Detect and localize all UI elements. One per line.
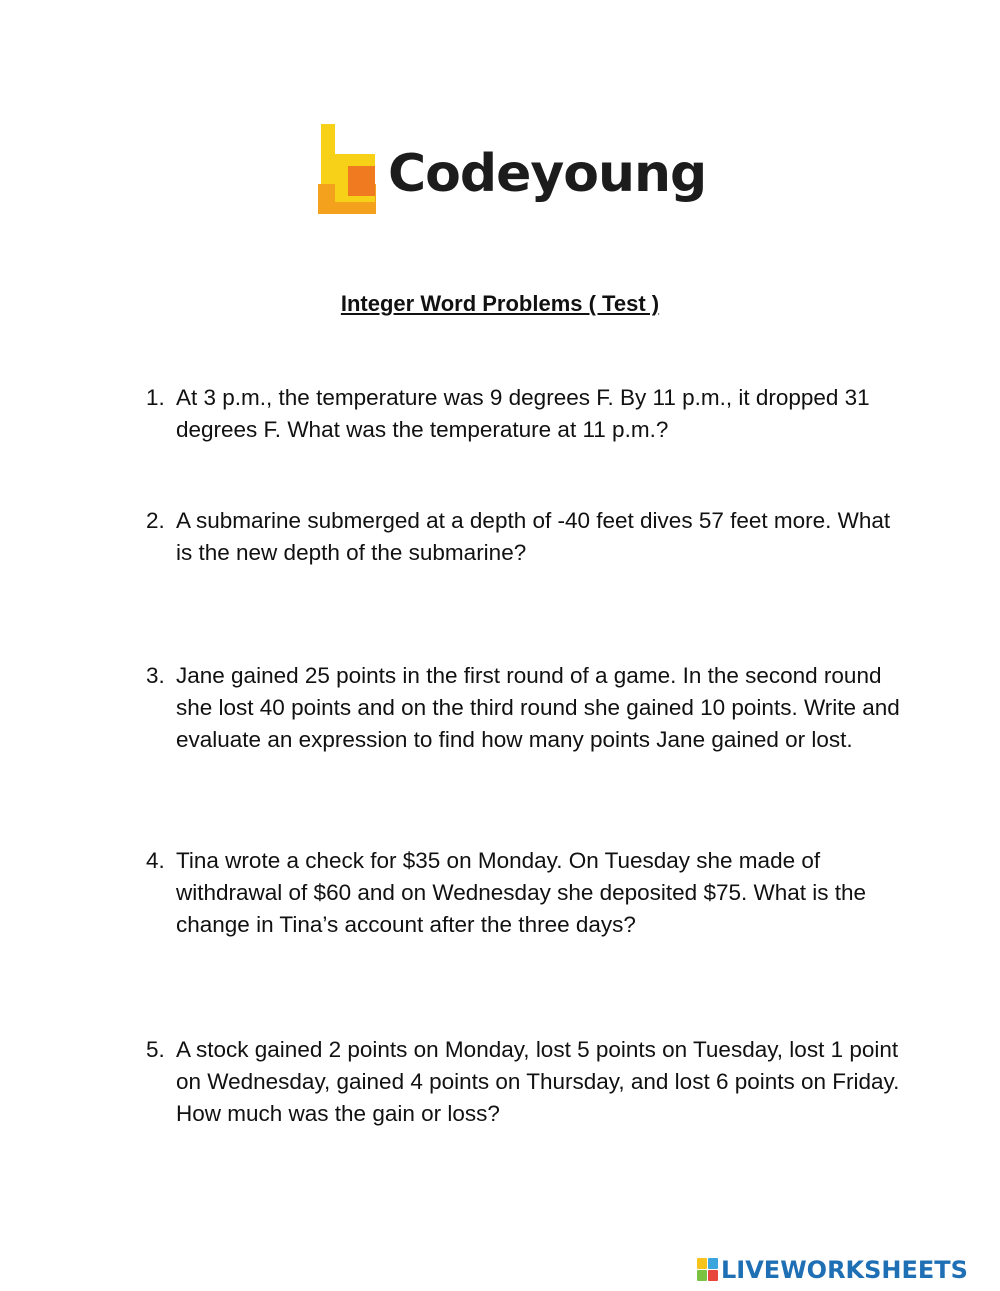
- question-number: 5.: [146, 1037, 165, 1062]
- question-number: 3.: [146, 663, 165, 688]
- codeyoung-logo-icon: [318, 124, 380, 216]
- question-text: At 3 p.m., the temperature was 9 degrees F. By 11 p.m., it dropped 31 degrees F. What was the temperature at 11 p.m.?: [176, 385, 870, 442]
- question-number: 2.: [146, 508, 165, 533]
- question-3: [146, 660, 906, 756]
- question-text: A stock gained 2 points on Monday, lost 5 points on Tuesday, lost 1 point on Wednesday, gained 4 points on Thursday, and lost 6 points on Friday. How much was the gain or loss?: [176, 1037, 900, 1126]
- watermark-text: LIVEWORKSHEETS: [721, 1256, 968, 1284]
- liveworksheets-watermark: [697, 1255, 997, 1285]
- question-number: 1.: [146, 385, 165, 410]
- question-text: Tina wrote a check for $35 on Monday. On Tuesday she made of withdrawal of $60 and on Wednesday she deposited $75. What is the change in Tina’s account after the three days?: [176, 848, 867, 937]
- liveworksheets-logo-icon: [697, 1258, 719, 1282]
- question-number: 4.: [146, 848, 165, 873]
- question-text: Jane gained 25 points in the first round of a game. In the second round she lost 40 points and on the third round she gained 10 points. Write and evaluate an expression to find how many points Jane gained or lost.: [176, 663, 900, 752]
- codeyoung-logo: [318, 124, 707, 224]
- question-4: [146, 845, 906, 941]
- question-1: [146, 382, 906, 446]
- brand-name: Codeyoung: [388, 144, 707, 204]
- question-text: A submarine submerged at a depth of -40 feet dives 57 feet more. What is the new depth of the submarine?: [176, 508, 891, 565]
- question-5: [146, 1034, 906, 1130]
- question-2: [146, 505, 906, 569]
- worksheet-title: Integer Word Problems ( Test ): [340, 291, 660, 316]
